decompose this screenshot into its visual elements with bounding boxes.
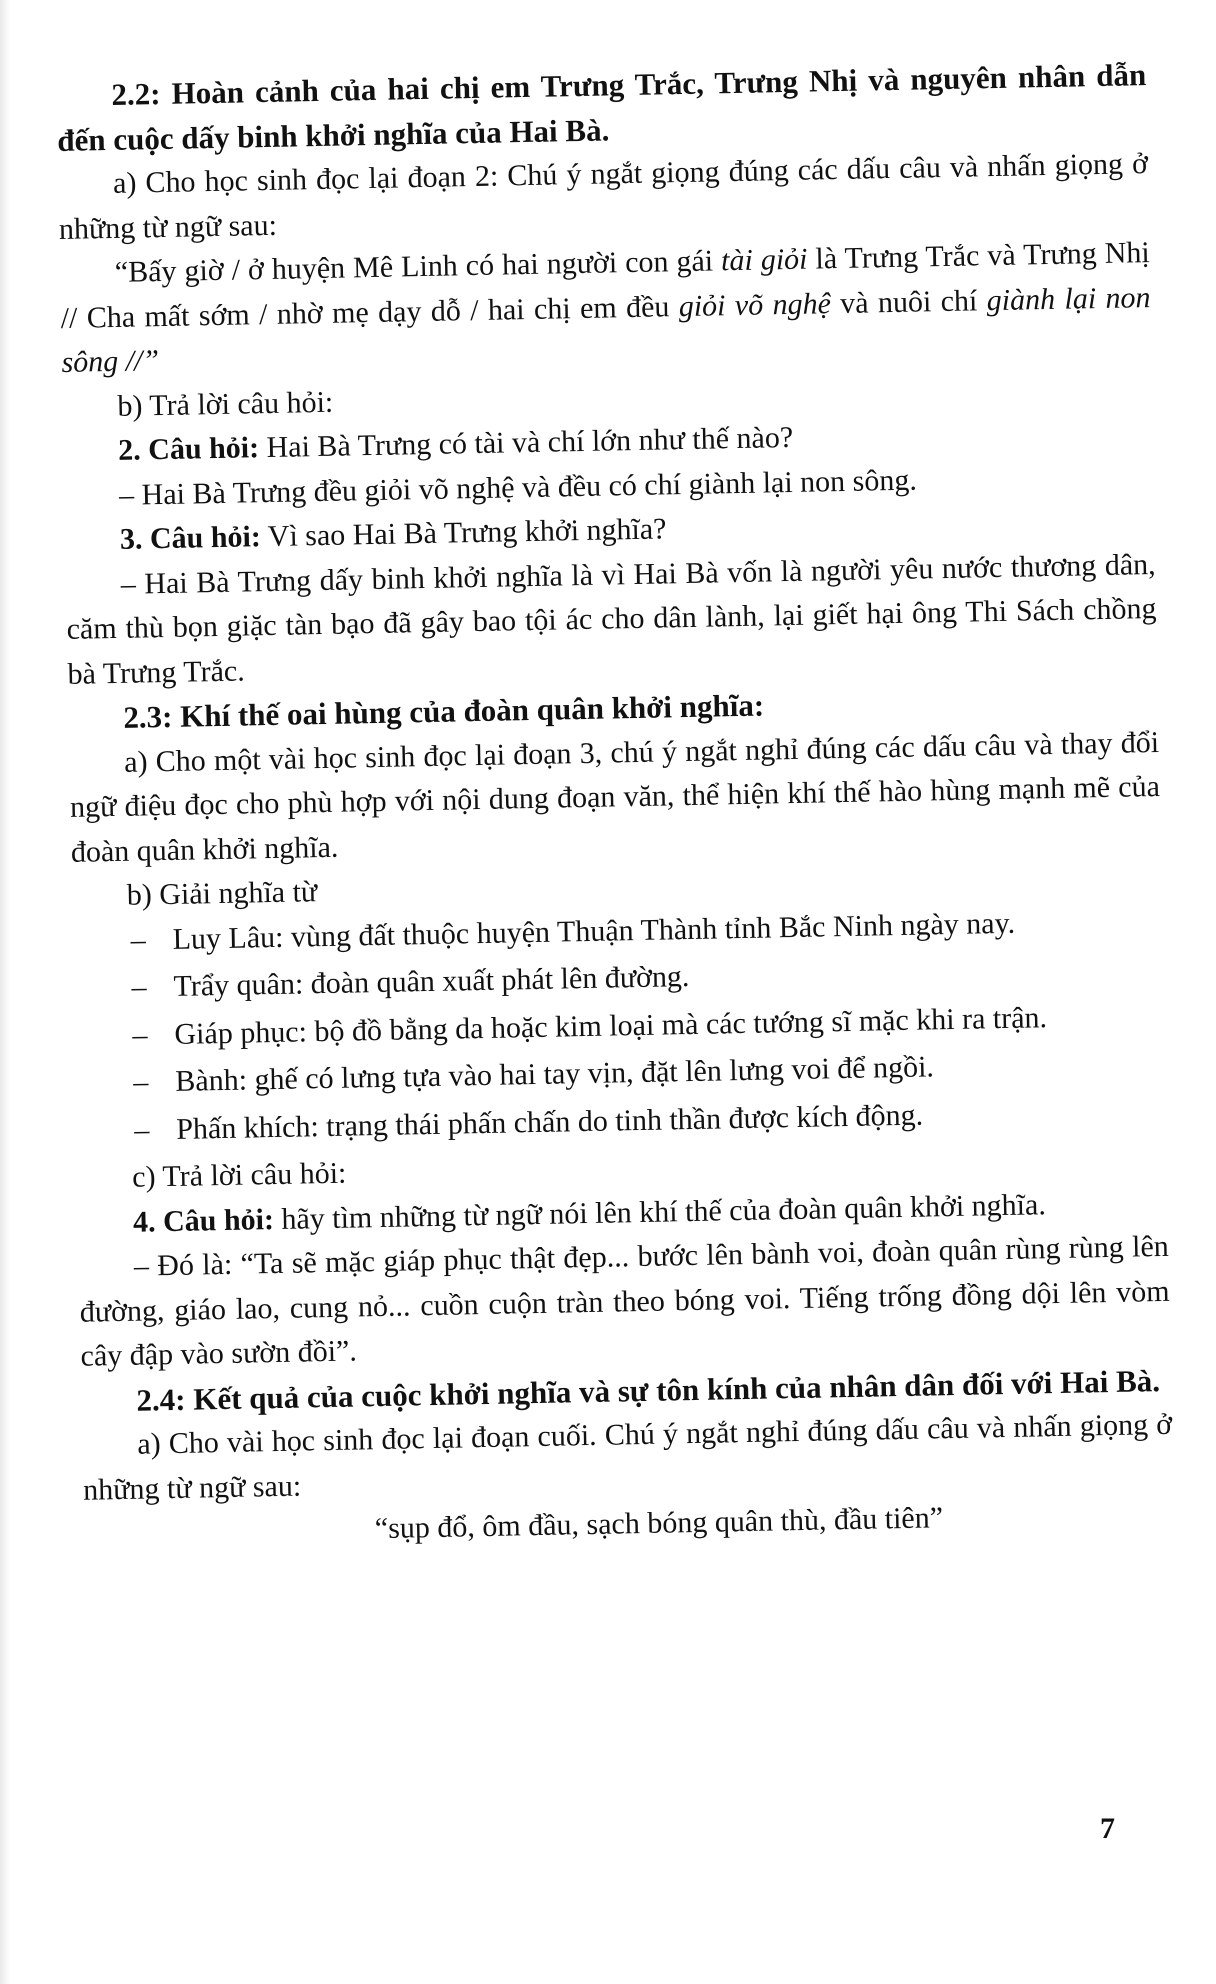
instruction-2-3-a: a) Cho một vài học sinh đọc lại đoạn 3, chú ý ngắt nghỉ đúng các dấu câu và thay đổi ngữ điệu đọc cho phù hợp với nội dung đoạn văn, thể hiện khí thế hào hùng mạnh mẽ của đoàn quân khởi nghĩa. bbox=[69, 725, 1161, 869]
instruction-2-3-c: c) Trả lời câu hỏi: bbox=[131, 1156, 347, 1194]
quote-emphasis-2: giỏi võ nghệ bbox=[678, 286, 832, 323]
answer-2: – Hai Bà Trưng đều giỏi võ nghệ và đều có chí giành lại non sông. bbox=[118, 463, 918, 512]
answer-4: – Đó là: “Ta sẽ mặc giáp phục thật đẹp... bước lên bành voi, đoàn quân rùng rùng lên đường, giáo lao, cung nỏ... cuồn cuộn tràn theo bóng voi. Tiếng trống đồng dội lên vòm cây đập vào sườn đồi”. bbox=[79, 1229, 1170, 1373]
quote-part-3: và nuôi chí bbox=[830, 283, 988, 320]
page-number: 7 bbox=[1100, 1812, 1115, 1845]
heading-2-4: 2.4: Kết quả của cuộc khởi nghĩa và sự tôn kính của nhân dân đối với Hai Bà. bbox=[136, 1362, 1161, 1418]
definition-text: Luy Lâu: vùng đất thuộc huyện Thuận Thành tỉnh Bắc Ninh ngày nay. bbox=[172, 906, 1016, 956]
definition-text: Trẩy quân: đoàn quân xuất phát lên đường. bbox=[173, 960, 690, 1003]
question-2-text: Hai Bà Trưng có tài và chí lớn như thế nào? bbox=[258, 420, 794, 465]
question-3-label: 3. Câu hỏi: bbox=[119, 520, 262, 556]
list-dash: – bbox=[133, 1065, 149, 1099]
list-dash: – bbox=[131, 970, 147, 1004]
list-dash: – bbox=[130, 922, 146, 957]
instruction-2-2-b: b) Trả lời câu hỏi: bbox=[117, 385, 334, 423]
quote-part-2: là Trưng Trắc và Trưng Nhị // Cha mất sớm / nhờ mẹ dạy dỗ / hai chị em đều bbox=[60, 236, 1150, 335]
question-4-text: hãy tìm những từ ngữ nói lên khí thế của đoàn quân khởi nghĩa. bbox=[273, 1187, 1047, 1236]
heading-2-3: 2.3: Khí thế oai hùng của đoàn quân khởi nghĩa: bbox=[123, 687, 765, 735]
list-dash: – bbox=[132, 1017, 148, 1052]
reading-quote-2-4: “sụp đổ, ôm đầu, sạch bóng quân thù, đầu tiên” bbox=[374, 1501, 944, 1546]
page-content bbox=[56, 53, 1174, 1557]
scan-edge-shadow bbox=[0, 0, 10, 1984]
answer-3: – Hai Bà Trưng dấy binh khởi nghĩa là vì Hai Bà vốn là người yêu nước thương dân, căm thù bọn giặc tàn bạo đã gây bao tội ác cho dân lành, lại giết hại ông Thi Sách chồng bà Trưng Trắc. bbox=[66, 547, 1157, 691]
definition-text: Bành: ghế có lưng tựa vào hai tay vịn, đặt lên lưng voi để ngồi. bbox=[175, 1050, 935, 1098]
quote-part-1: “Bấy giờ / ở huyện Mê Linh có hai người con gái bbox=[114, 244, 722, 289]
list-dash: – bbox=[133, 1112, 150, 1147]
reading-quote-2-2 bbox=[59, 231, 1151, 385]
instruction-2-3-b: b) Giải nghĩa từ bbox=[126, 875, 318, 912]
question-2-label: 2. Câu hỏi: bbox=[117, 431, 260, 467]
quote-emphasis-3: giành lại non sông //” bbox=[61, 280, 1151, 379]
definition-text: Giáp phục: bộ đồ bằng da hoặc kim loại mà các tướng sĩ mặc khi ra trận. bbox=[174, 1000, 1048, 1051]
quote-emphasis-1: tài giỏi bbox=[720, 242, 808, 278]
question-4-label: 4. Câu hỏi: bbox=[132, 1202, 275, 1239]
question-3-text: Vì sao Hai Bà Trưng khởi nghĩa? bbox=[260, 512, 667, 554]
definition-text: Phấn khích: trạng thái phấn chấn do tinh thần được kích động. bbox=[175, 1098, 924, 1146]
instruction-2-2-a: a) Cho học sinh đọc lại đoạn 2: Chú ý ngắt giọng đúng các dấu câu và nhấn giọng ở những từ ngữ sau: bbox=[58, 147, 1149, 246]
instruction-2-4-a: a) Cho vài học sinh đọc lại đoạn cuối. Chú ý ngắt nghỉ đúng dấu câu và nhấn giọng ở những từ ngữ sau: bbox=[82, 1407, 1173, 1507]
heading-2-2: 2.2: Hoàn cảnh của hai chị em Trưng Trắc, Trưng Nhị và nguyên nhân dẫn đến cuộc dấy binh khởi nghĩa của Hai Bà. bbox=[56, 57, 1147, 158]
